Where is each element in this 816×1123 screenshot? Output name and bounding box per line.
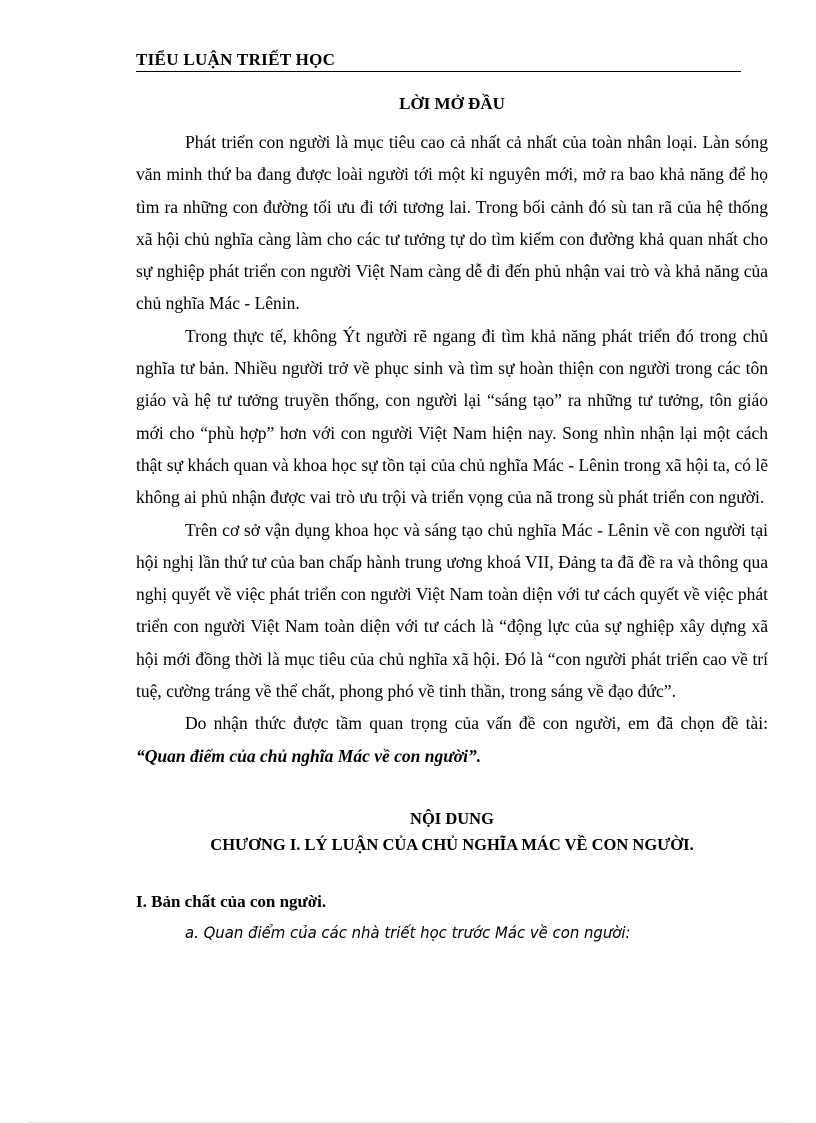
topic-intro-text: Do nhận thức được tầm quan trọng của vấn đề con người, em đã chọn đề tài: [185, 713, 768, 734]
subsection-title: a. Quan điểm của các nhà triết học trước Mác về con người: [185, 922, 631, 942]
intro-paragraph-3: Trên cơ sở vận dụng khoa học và sáng tạo chủ nghĩa Mác - Lênin về con người tại hội nghị lần thứ tư của ban chấp hành trung ương khoá VII, Đảng ta đã đề ra và thông qua nghị quyết về việc phát triển con người Việt Nam toàn diện với tư cách quyết về việc phát triển con người Việt Nam toàn diện với tư cách là “động lực của sự nghiệp xây dựng xã hội mới đồng thời là mục tiêu của chủ nghĩa xã hội. Đó là “con người phát triển cao về trí tuệ, cường tráng về thể chất, phong phó về tinh thần, trong sáng về đạo đức”. [136, 519, 768, 702]
chapter-title: CHƯƠNG I. LÝ LUẬN CỦA CHỦ NGHĨA MÁC VỀ CON NGƯỜI. [210, 834, 694, 854]
intro-paragraph-1: Phát triển con người là mục tiêu cao cả nhất cả nhất của toàn nhân loại. Làn sóng văn minh thứ ba đang được loài người tới một kỉ nguyên mới, mở ra bao khả năng để họ tìm ra những con đường tối ưu đi tới tương lai. Trong bối cảnh đó sù tan rã của hệ thống xã hội chủ nghĩa càng làm cho các tư tưởng tự do tìm kiếm con đường khả quan nhất cho sự nghiệp phát triển con người Việt Nam càng dễ đi đến phủ nhận vai trò và khả năng của chủ nghĩa Mác - Lênin. [136, 132, 768, 314]
intro-paragraph-2: Trong thực tế, không Ýt người rẽ ngang đi tìm khả năng phát triển đó trong chủ nghĩa tư bản. Nhiều người trở về phục sinh và tìm sự hoàn thiện con người trong các tôn giáo và hệ tư tưởng truyền thống, con người lại “sáng tạo” ra những tư tưởng, tôn giáo mới cho “phù hợp” hơn với con người Việt Nam hiện nay. Song nhìn nhận lại một cách thật sự khách quan và khoa học sự tồn tại của chủ nghĩa Mác - Lênin trong xã hội ta, có lẽ không ai phủ nhận được vai trò ưu trội và triển vọng của nã trong sù phát triển con người. [136, 325, 768, 508]
topic-title: “Quan điểm của chủ nghĩa Mác về con người”. [136, 745, 482, 766]
document-body [136, 92, 768, 948]
content-title: NỘI DUNG [410, 808, 494, 828]
intro-paragraph-4 [136, 707, 768, 772]
section-title: I. Bản chất của con người. [136, 891, 327, 911]
document-header: TIỂU LUẬN TRIẾT HỌC [136, 50, 741, 72]
intro-title: LỜI MỞ ĐẦU [399, 94, 505, 113]
